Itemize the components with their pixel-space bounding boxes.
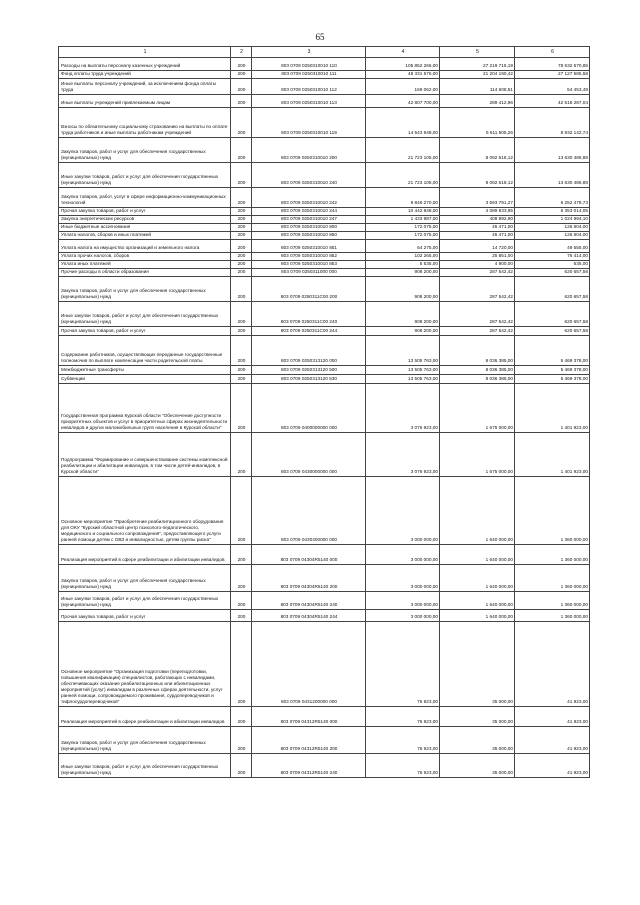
header-cell-3: 3 xyxy=(252,47,366,58)
row-kbk-cell: 803 0709 04304R5140 200 xyxy=(252,565,366,592)
row-executed-amount-cell: 287 542,42 xyxy=(440,277,515,302)
row-name-cell: Иные закупки товаров, работ и услуг для обеспечения государственных (муниципальных) нужд xyxy=(59,163,231,188)
row-name-cell: Государственная программа Курской области "Обеспечение доступности приоритетных объектов и услуг в приоритетных сферах жизнедеятельности инвалидов и других маломобильных групп населения в Курской области" xyxy=(59,384,231,433)
row-remaining-amount-cell: 1 360 000,00 xyxy=(515,545,590,565)
row-executed-amount-cell: 27 219 715,19 xyxy=(440,58,515,71)
table-row xyxy=(59,384,590,433)
row-kbk-cell: 803 0709 0250310010 200 xyxy=(252,138,366,163)
row-name-cell: Иные закупки товаров, работ и услуг для обеспечения государственных (муниципальных) нужд xyxy=(59,302,231,327)
row-name-cell: Прочие расходы в области образования xyxy=(59,269,231,277)
row-kbk-cell: 803 0709 0250310010 240 xyxy=(252,163,366,188)
row-approved-amount-cell: 48 331 576,00 xyxy=(366,71,440,79)
row-remaining-amount-cell: 49 555,00 xyxy=(515,240,590,253)
row-executed-amount-cell: 14 720,00 xyxy=(440,240,515,253)
row-approved-amount-cell: 76 923,00 xyxy=(366,707,440,727)
row-kbk-cell: 803 0709 0250310010 850 xyxy=(252,232,366,240)
row-remaining-amount-cell: 41 923,00 xyxy=(515,727,590,754)
table-row xyxy=(59,58,590,71)
row-code-cell: 200 xyxy=(231,336,252,366)
row-code-cell: 200 xyxy=(231,707,252,727)
row-name-cell: Иные бюджетные ассигнования xyxy=(59,224,231,232)
row-approved-amount-cell: 13 505 763,00 xyxy=(366,366,440,375)
table-row xyxy=(59,727,590,754)
row-approved-amount-cell: 3 000 000,00 xyxy=(366,610,440,622)
row-executed-amount-cell: 5 611 505,26 xyxy=(440,108,515,138)
table-row xyxy=(59,302,590,327)
row-executed-amount-cell: 1 675 000,00 xyxy=(440,433,515,477)
header-cell-1: 1 xyxy=(59,47,231,58)
table-row xyxy=(59,336,590,366)
table-row xyxy=(59,477,590,545)
row-name-cell: Субвенции xyxy=(59,375,231,384)
row-code-cell: 200 xyxy=(231,375,252,384)
row-approved-amount-cell: 10 442 848,00 xyxy=(366,208,440,216)
row-approved-amount-cell: 42 807 700,00 xyxy=(366,95,440,108)
row-code-cell: 200 xyxy=(231,545,252,565)
row-name-cell: Уплата налогов, сборов и иных платежей xyxy=(59,232,231,240)
row-code-cell: 200 xyxy=(231,108,252,138)
row-name-cell: Основное мероприятие "Организация подготовки (переподготовки, повышения квалификации) специалистов, работающих с инвалидами, обеспечивающих оказание реабилитационных или абилитационных мероприятий (услуг) инвалидам в различных сферах деятельности, услуг ранней помощи, сопровождаемого проживания, сурдопереводчиков и тифлосурдопереводчиков" xyxy=(59,622,231,707)
row-name-cell: Подпрограмма "Формирование и совершенствование системы комплексной реабилитации и абилитации инвалидов, в том числе детей-инвалидов, в Курской области" xyxy=(59,433,231,477)
table-row xyxy=(59,375,590,384)
table-row xyxy=(59,79,590,95)
row-approved-amount-cell: 908 200,00 xyxy=(366,302,440,327)
table-row xyxy=(59,366,590,375)
row-code-cell: 200 xyxy=(231,622,252,707)
row-executed-amount-cell: 1 640 000,00 xyxy=(440,592,515,610)
row-remaining-amount-cell: 1 360 000,00 xyxy=(515,592,590,610)
row-kbk-cell: 803 0709 0400000000 000 xyxy=(252,384,366,433)
row-kbk-cell: 803 0709 04304R5140 240 xyxy=(252,592,366,610)
row-name-cell: Иные закупки товаров, работ и услуг для обеспечения государственных (муниципальных) нужд xyxy=(59,754,231,778)
row-kbk-cell: 803 0709 04312R5140 200 xyxy=(252,727,366,754)
row-remaining-amount-cell: 41 923,00 xyxy=(515,754,590,778)
row-remaining-amount-cell: 635,00 xyxy=(515,261,590,269)
row-remaining-amount-cell: 1 360 000,00 xyxy=(515,610,590,622)
row-name-cell: Расходы на выплаты персоналу казенных учреждений xyxy=(59,58,231,71)
table-row xyxy=(59,71,590,79)
row-approved-amount-cell: 5 535,00 xyxy=(366,261,440,269)
row-remaining-amount-cell: 126 604,00 xyxy=(515,224,590,232)
row-approved-amount-cell: 13 505 763,00 xyxy=(366,336,440,366)
row-name-cell: Фонд оплаты труда учреждений xyxy=(59,71,231,79)
row-kbk-cell: 803 0709 0250313120 530 xyxy=(252,375,366,384)
row-name-cell: Прочая закупка товаров, работ и услуг xyxy=(59,327,231,336)
row-code-cell: 200 xyxy=(231,163,252,188)
row-approved-amount-cell: 3 000 000,00 xyxy=(366,565,440,592)
table-row xyxy=(59,95,590,108)
row-code-cell: 200 xyxy=(231,240,252,253)
row-code-cell: 200 xyxy=(231,208,252,216)
row-name-cell: Межбюджетные трансферты xyxy=(59,366,231,375)
row-approved-amount-cell: 105 852 266,00 xyxy=(366,58,440,71)
row-executed-amount-cell: 8 092 618,12 xyxy=(440,138,515,163)
row-kbk-cell: 803 0709 0250310010 800 xyxy=(252,224,366,232)
table-row xyxy=(59,253,590,261)
row-code-cell: 200 xyxy=(231,384,252,433)
row-executed-amount-cell: 1 675 000,00 xyxy=(440,384,515,433)
row-remaining-amount-cell: 620 657,58 xyxy=(515,302,590,327)
header-cell-6: 6 xyxy=(515,47,590,58)
row-code-cell: 200 xyxy=(231,433,252,477)
row-approved-amount-cell: 14 543 948,00 xyxy=(366,108,440,138)
row-code-cell: 200 xyxy=(231,477,252,545)
row-name-cell: Взносы по обязательному социальному страхованию на выплаты по оплате труда работников и иные выплаты работникам учреждений xyxy=(59,108,231,138)
table-row xyxy=(59,188,590,208)
row-remaining-amount-cell: 1 360 000,00 xyxy=(515,477,590,545)
header-cell-5: 5 xyxy=(440,47,515,58)
row-executed-amount-cell: 35 000,00 xyxy=(440,727,515,754)
budget-table xyxy=(58,46,590,778)
row-name-cell: Закупка товаров, работ и услуг для обеспечения государственных (муниципальных) нужд xyxy=(59,565,231,592)
row-code-cell: 200 xyxy=(231,610,252,622)
row-kbk-cell: 803 0709 0250311C00 244 xyxy=(252,327,366,336)
row-kbk-cell: 803 0709 0431200000 000 xyxy=(252,622,366,707)
row-remaining-amount-cell: 1 401 923,00 xyxy=(515,384,590,433)
table-row xyxy=(59,224,590,232)
row-remaining-amount-cell: 6 252 478,73 xyxy=(515,188,590,208)
row-name-cell: Закупка товаров, работ и услуг для обеспечения государственных (муниципальных) нужд xyxy=(59,727,231,754)
row-remaining-amount-cell: 8 932 142,74 xyxy=(515,108,590,138)
row-approved-amount-cell: 21 723 105,00 xyxy=(366,138,440,163)
row-remaining-amount-cell: 76 414,00 xyxy=(515,253,590,261)
row-kbk-cell: 803 0709 0250311C00 200 xyxy=(252,277,366,302)
row-remaining-amount-cell: 5 469 378,00 xyxy=(515,336,590,366)
table-row xyxy=(59,622,590,707)
table-body xyxy=(59,47,590,778)
row-code-cell: 200 xyxy=(231,253,252,261)
row-approved-amount-cell: 172 075,00 xyxy=(366,224,440,232)
table-row xyxy=(59,433,590,477)
row-code-cell: 200 xyxy=(231,224,252,232)
row-code-cell: 200 xyxy=(231,216,252,224)
table-row xyxy=(59,240,590,253)
row-kbk-cell: 803 0709 0250310010 853 xyxy=(252,261,366,269)
row-kbk-cell: 803 0709 04304R5140 000 xyxy=(252,545,366,565)
row-approved-amount-cell: 102 265,00 xyxy=(366,253,440,261)
row-approved-amount-cell: 9 846 270,00 xyxy=(366,188,440,208)
row-approved-amount-cell: 908 200,00 xyxy=(366,327,440,336)
row-name-cell: Уплата налога на имущество организаций и земельного налога xyxy=(59,240,231,253)
row-remaining-amount-cell: 1 024 994,10 xyxy=(515,216,590,224)
row-name-cell: Иные выплаты учреждений привлекаемым лицам xyxy=(59,95,231,108)
row-name-cell: Реализация мероприятий в сфере реабилитации и абилитации инвалидов xyxy=(59,545,231,565)
row-executed-amount-cell: 114 608,51 xyxy=(440,79,515,95)
row-approved-amount-cell: 13 505 763,00 xyxy=(366,375,440,384)
row-remaining-amount-cell: 1 401 923,00 xyxy=(515,433,590,477)
page-number: 65 xyxy=(315,32,325,42)
row-executed-amount-cell: 21 204 190,42 xyxy=(440,71,515,79)
row-executed-amount-cell: 35 000,00 xyxy=(440,622,515,707)
row-kbk-cell: 803 0709 0250310010 242 xyxy=(252,188,366,208)
row-executed-amount-cell: 1 640 000,00 xyxy=(440,610,515,622)
row-code-cell: 200 xyxy=(231,727,252,754)
row-name-cell: Прочая закупка товаров, работ и услуг xyxy=(59,610,231,622)
row-kbk-cell: 803 0709 0250310010 247 xyxy=(252,216,366,224)
row-approved-amount-cell: 169 062,00 xyxy=(366,79,440,95)
table-row xyxy=(59,565,590,592)
row-remaining-amount-cell: 27 127 585,58 xyxy=(515,71,590,79)
row-remaining-amount-cell: 41 923,00 xyxy=(515,707,590,727)
table-row xyxy=(59,138,590,163)
table-row xyxy=(59,208,590,216)
row-remaining-amount-cell: 1 360 000,00 xyxy=(515,565,590,592)
row-executed-amount-cell: 8 036 385,00 xyxy=(440,366,515,375)
row-executed-amount-cell: 4 900,00 xyxy=(440,261,515,269)
table-row xyxy=(59,163,590,188)
row-kbk-cell: 803 0709 0250310010 119 xyxy=(252,108,366,138)
row-kbk-cell: 803 0709 0250311000 000 xyxy=(252,269,366,277)
table-row xyxy=(59,277,590,302)
row-kbk-cell: 803 0709 0250310010 852 xyxy=(252,253,366,261)
row-executed-amount-cell: 408 992,90 xyxy=(440,216,515,224)
row-kbk-cell: 803 0709 04312R5140 240 xyxy=(252,754,366,778)
row-approved-amount-cell: 3 000 000,00 xyxy=(366,592,440,610)
row-code-cell: 200 xyxy=(231,592,252,610)
row-approved-amount-cell: 908 200,00 xyxy=(366,269,440,277)
row-name-cell: Уплата прочих налогов, сборов xyxy=(59,253,231,261)
row-executed-amount-cell: 4 089 833,95 xyxy=(440,208,515,216)
row-kbk-cell: 803 0709 04312R5140 000 xyxy=(252,707,366,727)
row-executed-amount-cell: 8 092 618,12 xyxy=(440,163,515,188)
row-executed-amount-cell: 8 036 385,00 xyxy=(440,375,515,384)
row-code-cell: 200 xyxy=(231,71,252,79)
row-name-cell: Прочая закупка товаров, работ и услуг xyxy=(59,208,231,216)
row-approved-amount-cell: 1 433 987,00 xyxy=(366,216,440,224)
table-row xyxy=(59,327,590,336)
row-remaining-amount-cell: 126 604,00 xyxy=(515,232,590,240)
row-code-cell: 200 xyxy=(231,58,252,71)
table-row xyxy=(59,108,590,138)
row-kbk-cell: 803 0709 0250310010 111 xyxy=(252,71,366,79)
row-code-cell: 200 xyxy=(231,79,252,95)
row-approved-amount-cell: 76 923,00 xyxy=(366,754,440,778)
row-kbk-cell: 803 0709 0430000000 000 xyxy=(252,433,366,477)
row-kbk-cell: 803 0709 0250310010 113 xyxy=(252,95,366,108)
row-kbk-cell: 803 0709 0250311C00 240 xyxy=(252,302,366,327)
row-code-cell: 200 xyxy=(231,232,252,240)
row-kbk-cell: 803 0709 0250310010 110 xyxy=(252,58,366,71)
row-executed-amount-cell: 3 593 791,27 xyxy=(440,188,515,208)
table-row xyxy=(59,216,590,224)
table-row xyxy=(59,545,590,565)
row-executed-amount-cell: 1 640 000,00 xyxy=(440,565,515,592)
row-remaining-amount-cell: 620 657,58 xyxy=(515,327,590,336)
table-row xyxy=(59,610,590,622)
row-name-cell: Основное мероприятие "Приобретение реабилитационного оборудования для ОКУ "Курский областной центр психолого-педагогического, медицинского и социального сопровождения", предоставляющего услуги ранней помощи детям с ОВЗ и инвалидностью, детям группы риска" xyxy=(59,477,231,545)
row-remaining-amount-cell: 42 518 287,04 xyxy=(515,95,590,108)
row-code-cell: 200 xyxy=(231,269,252,277)
row-kbk-cell: 803 0709 0250310010 112 xyxy=(252,79,366,95)
row-approved-amount-cell: 64 275,00 xyxy=(366,240,440,253)
row-name-cell: Содержание работников, осуществляющих переданные государственные полномочия по выплате компенсации части родительской платы xyxy=(59,336,231,366)
row-approved-amount-cell: 908 200,00 xyxy=(366,277,440,302)
row-code-cell: 200 xyxy=(231,327,252,336)
row-approved-amount-cell: 3 076 923,00 xyxy=(366,433,440,477)
row-kbk-cell: 803 0709 0250310010 244 xyxy=(252,208,366,216)
row-approved-amount-cell: 3 000 000,00 xyxy=(366,477,440,545)
row-code-cell: 200 xyxy=(231,261,252,269)
row-remaining-amount-cell: 5 469 378,00 xyxy=(515,375,590,384)
table-row xyxy=(59,707,590,727)
row-name-cell: Уплата иных платежей xyxy=(59,261,231,269)
row-remaining-amount-cell: 6 353 014,05 xyxy=(515,208,590,216)
row-approved-amount-cell: 21 723 105,00 xyxy=(366,163,440,188)
row-approved-amount-cell: 76 923,00 xyxy=(366,727,440,754)
row-name-cell: Иные выплаты персоналу учреждений, за исключением фонда оплаты труда xyxy=(59,79,231,95)
row-name-cell: Иные закупки товаров, работ и услуг для обеспечения государственных (муниципальных) нужд xyxy=(59,592,231,610)
row-executed-amount-cell: 287 542,42 xyxy=(440,302,515,327)
row-code-cell: 200 xyxy=(231,565,252,592)
row-executed-amount-cell: 289 412,96 xyxy=(440,95,515,108)
row-approved-amount-cell: 76 923,00 xyxy=(366,622,440,707)
table-header-row xyxy=(59,47,590,58)
row-executed-amount-cell: 8 036 385,00 xyxy=(440,336,515,366)
row-remaining-amount-cell: 54 453,49 xyxy=(515,79,590,95)
row-code-cell: 200 xyxy=(231,95,252,108)
row-code-cell: 200 xyxy=(231,302,252,327)
row-executed-amount-cell: 287 542,42 xyxy=(440,327,515,336)
row-remaining-amount-cell: 620 657,58 xyxy=(515,269,590,277)
table-row xyxy=(59,592,590,610)
row-approved-amount-cell: 3 000 000,00 xyxy=(366,545,440,565)
row-executed-amount-cell: 1 640 000,00 xyxy=(440,477,515,545)
row-kbk-cell: 803 0709 0430400000 000 xyxy=(252,477,366,545)
table-row xyxy=(59,269,590,277)
row-code-cell: 200 xyxy=(231,754,252,778)
row-remaining-amount-cell: 41 923,00 xyxy=(515,622,590,707)
header-cell-4: 4 xyxy=(366,47,440,58)
row-name-cell: Закупка товаров, работ и услуг для обеспечения государственных (муниципальных) нужд xyxy=(59,138,231,163)
row-name-cell: Закупка энергетических ресурсов xyxy=(59,216,231,224)
table-row xyxy=(59,261,590,269)
row-name-cell: Закупка товаров, работ и услуг для обеспечения государственных (муниципальных) нужд xyxy=(59,277,231,302)
row-remaining-amount-cell: 13 630 486,88 xyxy=(515,163,590,188)
row-code-cell: 200 xyxy=(231,366,252,375)
row-executed-amount-cell: 45 471,00 xyxy=(440,232,515,240)
row-executed-amount-cell: 1 640 000,00 xyxy=(440,545,515,565)
row-remaining-amount-cell: 13 630 486,88 xyxy=(515,138,590,163)
row-remaining-amount-cell: 620 657,58 xyxy=(515,277,590,302)
row-code-cell: 200 xyxy=(231,277,252,302)
row-executed-amount-cell: 35 000,00 xyxy=(440,707,515,727)
row-kbk-cell: 803 0709 0250313120 000 xyxy=(252,336,366,366)
row-executed-amount-cell: 25 851,00 xyxy=(440,253,515,261)
table-row xyxy=(59,754,590,778)
row-approved-amount-cell: 172 075,00 xyxy=(366,232,440,240)
row-executed-amount-cell: 45 471,00 xyxy=(440,224,515,232)
row-remaining-amount-cell: 78 632 570,85 xyxy=(515,58,590,71)
row-kbk-cell: 803 0709 04304R5140 244 xyxy=(252,610,366,622)
row-code-cell: 200 xyxy=(231,188,252,208)
row-approved-amount-cell: 3 076 923,00 xyxy=(366,384,440,433)
row-executed-amount-cell: 287 542,42 xyxy=(440,269,515,277)
row-name-cell: Закупка товаров, работ, услуг в сфере информационно-коммуникационных технологий xyxy=(59,188,231,208)
row-code-cell: 200 xyxy=(231,138,252,163)
row-executed-amount-cell: 35 000,00 xyxy=(440,754,515,778)
table-row xyxy=(59,232,590,240)
row-kbk-cell: 803 0709 0250313120 500 xyxy=(252,366,366,375)
row-remaining-amount-cell: 5 469 378,00 xyxy=(515,366,590,375)
row-name-cell: Реализация мероприятий в сфере реабилитации и абилитации инвалидов xyxy=(59,707,231,727)
row-kbk-cell: 803 0709 0250310010 851 xyxy=(252,240,366,253)
header-cell-2: 2 xyxy=(231,47,252,58)
